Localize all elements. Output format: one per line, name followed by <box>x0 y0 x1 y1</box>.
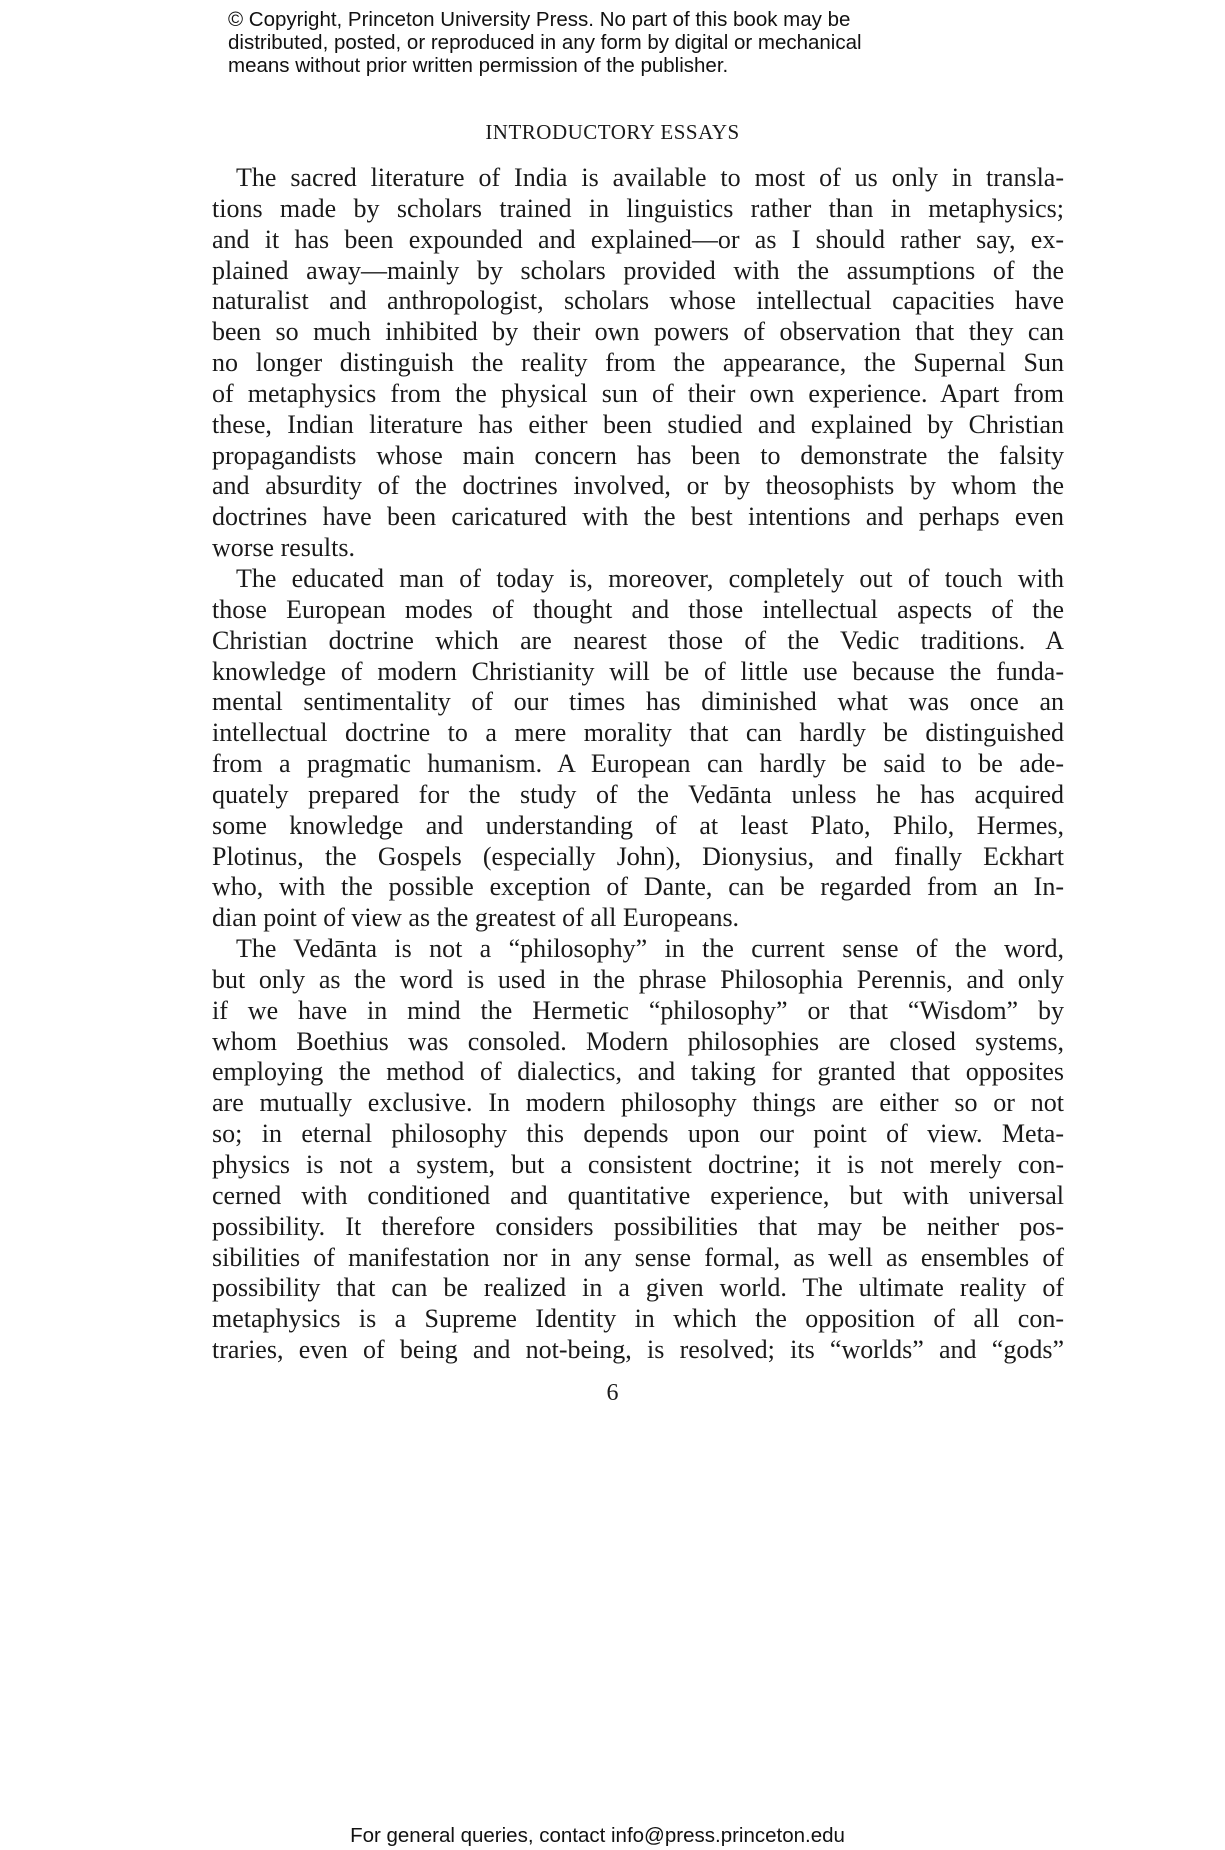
text-line: doctrines have been caricatured with the best intentions and perhaps even <box>212 502 1064 532</box>
text-line: if we have in mind the Hermetic “philosophy” or that “Wisdom” by <box>212 995 1064 1025</box>
text-line: intellectual doctrine to a mere morality that can hardly be distinguished <box>212 718 1064 748</box>
text-line: those European modes of thought and those intellectual aspects of the <box>212 594 1064 624</box>
page-number: 6 <box>606 1380 619 1406</box>
text-line: are mutually exclusive. In modern philosophy things are either so or not <box>212 1088 1064 1118</box>
copyright-line: means without prior written permission of the publisher. <box>228 54 729 77</box>
text-line: cerned with conditioned and quantitative experience, but with universal <box>212 1180 1064 1210</box>
text-line: whom Boethius was consoled. Modern philosophies are closed systems, <box>212 1026 1064 1056</box>
paragraph <box>212 163 1064 564</box>
text-line: The educated man of today is, moreover, completely out of touch with <box>236 563 1064 593</box>
text-line: sibilities of manifestation nor in any sense formal, as well as ensembles of <box>212 1242 1064 1272</box>
text-line: physics is not a system, but a consistent doctrine; it is not merely con- <box>212 1150 1064 1179</box>
copyright-line: © Copyright, Princeton University Press. No part of this book may be <box>228 8 851 31</box>
text-line: Plotinus, the Gospels (especially John), Dionysius, and finally Eckhart <box>212 841 1064 871</box>
copyright-notice <box>228 8 862 77</box>
text-line: possibility that can be realized in a given world. The ultimate reality of <box>212 1273 1064 1303</box>
text-line: but only as the word is used in the phrase Philosophia Perennis, and only <box>212 964 1064 994</box>
text-line: Christian doctrine which are nearest those of the Vedic traditions. A <box>212 625 1064 655</box>
text-line: and it has been expounded and explained—or as I should rather say, ex- <box>212 224 1064 254</box>
paragraph <box>212 564 1064 934</box>
paragraph <box>212 934 1064 1366</box>
footer-text: For general queries, contact info@press.princeton.edu <box>350 1824 845 1847</box>
text-line: no longer distinguish the reality from the appearance, the Supernal Sun <box>212 348 1064 378</box>
text-line: so; in eternal philosophy this depends upon our point of view. Meta- <box>212 1119 1064 1149</box>
text-line: mental sentimentality of our times has diminished what was once an <box>212 687 1064 717</box>
text-line: traries, even of being and not-being, is resolved; its “worlds” and “gods” <box>212 1335 1064 1365</box>
text-line: knowledge of modern Christianity will be of little use because the funda- <box>212 656 1064 686</box>
running-head: INTRODUCTORY ESSAYS <box>485 120 740 144</box>
text-line: these, Indian literature has either been studied and explained by Christian <box>212 409 1064 439</box>
text-line: tions made by scholars trained in linguistics rather than in metaphysics; <box>212 193 1064 223</box>
text-line: The Vedānta is not a “philosophy” in the current sense of the word, <box>236 934 1064 964</box>
text-line: of metaphysics from the physical sun of their own experience. Apart from <box>212 378 1064 408</box>
text-line: who, with the possible exception of Dante, can be regarded from an In- <box>212 872 1064 902</box>
text-line: metaphysics is a Supreme Identity in which the opposition of all con- <box>212 1304 1064 1334</box>
text-line: naturalist and anthropologist, scholars whose intellectual capacities have <box>212 286 1064 316</box>
text-line: propagandists whose main concern has been to demonstrate the falsity <box>212 440 1064 470</box>
text-line: been so much inhibited by their own powers of observation that they can <box>212 317 1064 347</box>
text-line: dian point of view as the greatest of all Europeans. <box>212 903 740 933</box>
text-line: plained away—mainly by scholars provided with the assumptions of the <box>212 255 1064 285</box>
text-line: from a pragmatic humanism. A European can hardly be said to be ade- <box>212 749 1064 779</box>
text-line: some knowledge and understanding of at least Plato, Philo, Hermes, <box>212 810 1064 840</box>
text-line: quately prepared for the study of the Vedānta unless he has acquired <box>212 779 1064 809</box>
copyright-line: distributed, posted, or reproduced in any form by digital or mechanical <box>228 31 862 54</box>
footer-contact <box>0 1824 1225 1848</box>
text-line: worse results. <box>212 533 355 563</box>
text-line: possibility. It therefore considers possibilities that may be neither pos- <box>212 1211 1064 1241</box>
text-line: and absurdity of the doctrines involved, or by theosophists by whom the <box>212 471 1064 501</box>
text-line: employing the method of dialectics, and taking for granted that opposites <box>212 1057 1064 1087</box>
body-text <box>212 163 1064 1366</box>
text-line: The sacred literature of India is available to most of us only in transla- <box>236 163 1064 192</box>
